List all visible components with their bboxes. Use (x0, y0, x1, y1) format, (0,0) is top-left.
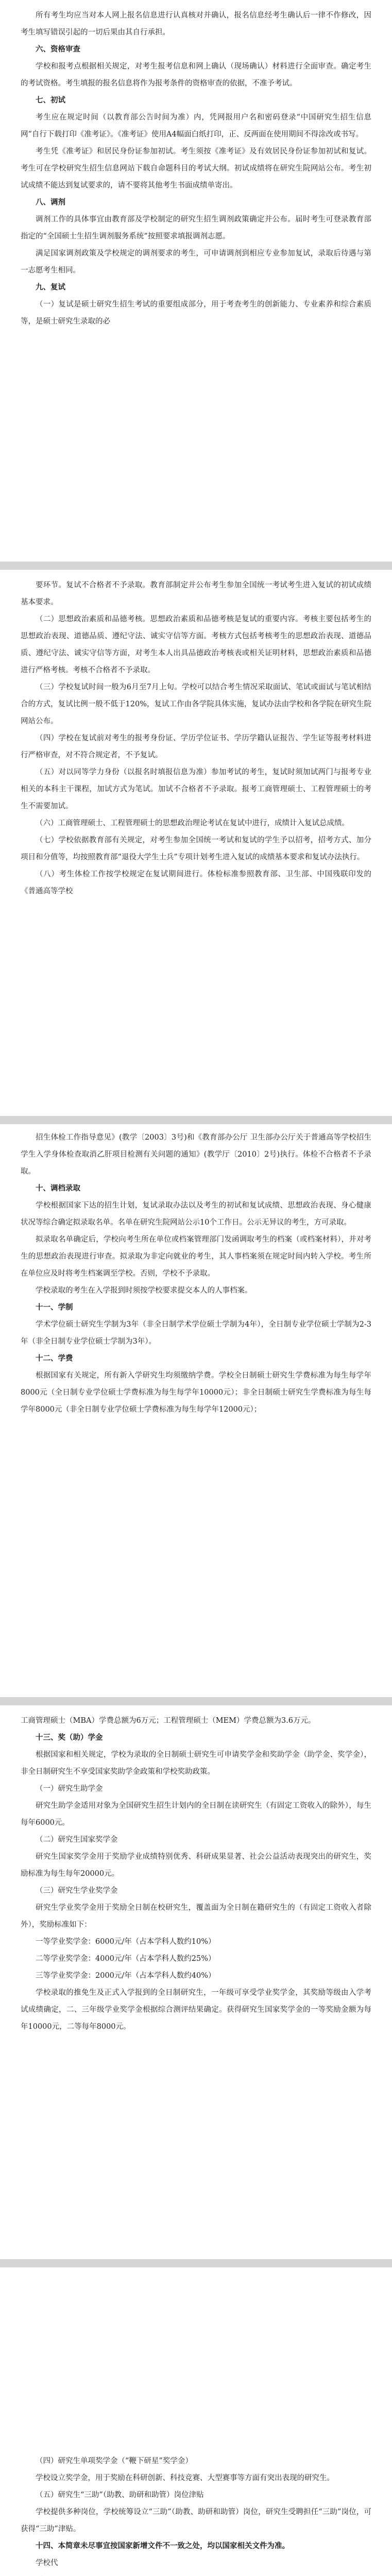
section-9-heading: 九、复试 (36, 283, 65, 292)
section-12-heading: 十二、学费 (36, 1354, 73, 1363)
paragraph: （五）对以同等学力身份（以报名时填报信息为准）参加考试的考生，复试时须加试两门与报考专业相关的本科主干课程，加试方式为笔试。加试不合格者不予录取。报考工商管理硕士、工程管理硕士的考生不需要加试。 (21, 768, 371, 810)
scholarship-extra (21, 2453, 371, 2538)
section-6-heading: 六、资格审查 (36, 45, 80, 54)
section-10-heading: 十、调档录取 (36, 1184, 80, 1193)
paragraph: （一）研究生助学金 (36, 1785, 103, 1793)
section-13-heading: 十三、奖（助）学金 (36, 1734, 103, 1742)
paragraph: （一）复试是硕士研究生招生考试的重要组成部分，用于考查考生的创新能力、专业素养和综合素质等，是硕士研究生录取的必 (21, 300, 371, 326)
section-9-body (21, 296, 371, 330)
section-6-body (21, 58, 371, 92)
paragraph: 学校设立奖学金，用于奖励在科研创新、科技竞赛、大型赛事等方面有突出表现的研究生。 (36, 2474, 334, 2482)
intro-paragraphs (21, 7, 371, 41)
paragraph: 考生应在规定时间（以教育部公告时间为准）内，凭网报用户名和密码登录“中国研究生招生信息网”自行下载打印《准考证》。《准考证》使用A4幅面白纸打印，正、反两面在使用期间不得涂改或书写。 (21, 113, 371, 139)
paragraph: （五）研究生“三助”（助教、助研和助管）岗位津贴 (36, 2491, 204, 2499)
paragraph: （七）学校依据教育部有关规定，对考生参加全国统一考试和复试的学生予以招考，招考方式、加分项目和分值等，均按照教育部“退役大学生士兵”专项计划考生进入复试的成绩基本要求和复试办法执行。 (21, 836, 371, 861)
health-check-paragraph (21, 1129, 371, 1180)
document-page-1 (0, 0, 392, 562)
paragraph: 所有考生均应当对本人网上报名信息进行认真核对并确认，报名信息经考生确认后一律不作修改，因考生填写错误引起的一切后果由其自行承担。 (21, 11, 371, 37)
section-14-heading: 十四、本简章未尽事宜按国家新增文件不一致之处，均以国家相关文件为准。 (36, 2542, 289, 2550)
document-page-4 (0, 1705, 392, 2259)
section-13-body (21, 1747, 371, 2036)
paragraph: 要环节。复试不合格者不予录取。教育部制定并公布考生参加全国统一考试考生进入复试的初试成绩基本要求。 (21, 581, 371, 606)
section-11-body (21, 1316, 371, 1350)
paragraph: 研究生学业奖学金用于奖励全日制在校研究生，覆盖面为全日制在籍研究生的（有固定工资收入者除外），奖励标准如下： (21, 1904, 371, 1929)
paragraph: （三）研究生学业奖学金 (36, 1887, 118, 1895)
paragraph: 考生凭《准考证》和居民身份证参加初试。考生须按《准考证》及有效居民身份证参加初试和复试。考生可在学校研究生招生信息网站下载自命题科目的考试大纲。初试成绩将在研究生院网站公布。考生初试成绩不能达到复试要求的，请不要将其他考生书面成绩单寄出。 (21, 147, 371, 190)
document-page-2 (0, 570, 392, 1116)
paragraph: 二等学业奖学金：4000元/年（占本学科人数约25%） (36, 1955, 216, 1963)
paragraph: 学校提供多种岗位，学校统筹设立“三助”（助教、助研和助管）岗位，研究生受聘担任“三助”岗位，可获得“三助”津贴。 (21, 2508, 371, 2533)
school-code-label: 学校代 (36, 2559, 58, 2567)
contact-school-code (21, 2555, 371, 2576)
paragraph: （八）考生体检工作按学校规定在复试期间进行。体检标准参照教育部、卫生部、中国残联印发的《普通高等学校 (21, 870, 371, 895)
section-11-heading: 十一、学制 (36, 1303, 73, 1312)
paragraph: 学术学位硕士研究生学制为3年（非全日制学术学位硕士学制为4年），全日制专业学位硕士学制为2-3年（非全日制专业学位硕士学制为3年）。 (21, 1320, 371, 1346)
paragraph: 学校根据国家下达的招生计划，复试录取办法以及考生的初试和复试成绩、思想政治表现、身心健康状况等综合确定拟录取名单。名单在研究生院网站公示10个工作日。公示无异议的考生，方可录取。 (21, 1201, 371, 1227)
section-7-heading: 七、初试 (36, 96, 65, 105)
paragraph: （三）学校复试时间一般为6月至7月上旬。学校可以结合考生情况采取面试、笔试或面试与笔试相结合的方式，复试比例一般不低于120%，复试工作由各学院具体实施，复试办法由学校和各学院在研究生院网站公布。 (21, 683, 371, 725)
paragraph: 调剂工作的具体事宜由教育部及学校制定的研究生招生调剂政策确定并公布。届时考生可登录教育部指定的“全国硕士生招生调剂服务系统”按照要求填报调剂志愿。 (21, 215, 371, 241)
paragraph: 学校录取的考生在入学报到时须按学校要求提交本人的人事档案。 (36, 1286, 252, 1295)
paragraph: 根据国家有关规定，所有新入学研究生均须缴纳学费。学校全日制硕士研究生学费标准为每生每学年8000元（全日制专业学位硕士学费标准为每生每学年10000元）；非全日制硕士研究生学费标准为每生每学年8000元（非全日制专业学位硕士学费标准为每生每学年12000元）； (21, 1371, 371, 1414)
paragraph: 拟录取名单确定后，学校向考生所在单位或档案管理部门发函调取考生的档案（或档案材料），并对考生的思想政治表现进行审查。拟录取为非定向就业的考生，其人事档案须在规定时间内转入学校。考生所在单位应及时将考生档案调至学校。否则，学校不予录取。 (21, 1235, 371, 1278)
paragraph: （四）研究生单项奖学金（“鞭下研星”奖学金） (36, 2457, 193, 2465)
paragraph: 研究生助学金适用对象为全国研究生招生计划内的全日制在读研究生（有固定工资收入的除外），每生每年6000元。 (21, 1802, 371, 1827)
section-7-body (21, 109, 371, 194)
paragraph: 招生体检工作指导意见》(教学〔2003〕3号)和《教育部办公厅 卫生部办公厅关于普通高等学校招生学生入学身体检查取消乙肝项目检测有关问题的通知》(教学厅〔2010〕2号)执行。体检不合格者不予录取。 (21, 1133, 371, 1176)
paragraph: 研究生国家奖学金用于奖励学业成绩特别优秀、科研成果显著、社会公益活动表现突出的研究生，奖励标准为每生每年20000元。 (21, 1853, 371, 1878)
paragraph: 学校和报考点根据相关规定，对考生报考信息和网上确认（现场确认）材料进行全面审查。确定考生的考试资格。考生填报的报名信息将作为报考条件的资格审查的依据，不准予考试。 (21, 62, 371, 88)
paragraph: 一等学业奖学金：6000元/年（占本学科人数约10%） (36, 1938, 216, 1946)
paragraph: 满足国家调剂政策及学校规定的调剂要求的考生，可申请调剂到相应专业参加复试，录取后待遇与第一志愿考生相同。 (21, 249, 371, 275)
document-page-5 (0, 2267, 392, 2576)
paragraph: 工商管理硕士（MBA）学费总额为6万元；工程管理硕士（MEM）学费总额为3.6万元。 (21, 1717, 316, 1725)
document-page-3 (0, 1124, 392, 1697)
paragraph: （六）工商管理硕士、工程管理硕士的思想政治理论考试在复试中进行，成绩计入复试总成绩。 (36, 819, 349, 827)
section-8-body (21, 211, 371, 279)
paragraph: 根据国家和相关规定，学校为录取的全日制硕士研究生可申请奖学金和奖助学金（助学金、奖学金），非全日制研究生不享受国家奖助学金政策和学校奖助政策。 (21, 1751, 371, 1776)
paragraph: （二）思想政治素质和品德考核。思想政治素质和品德考核是复试的重要内容。考核主要包括考生的思想政治表现、道德品质、遵纪守法、诚实守信等方面。考核方式包括考核考生的思想政治表现、道德品质、遵纪守法、诚实守信等方面，对考生本人出具品德政治考核表或相关证明材料，思想政治素质和品德进行严格考核。考核不合格者不予录取。 (21, 615, 371, 674)
paragraph: 学校录取的推免生及正式入学报到的全日制研究生，一年级可享受学业奖学金，其奖励等级由入学考试成绩确定，二、三年级学业奖学金根据综合测评结果确定。获得研究生国家奖学金的一等奖励金额为每年10000元，二等每年8000元。 (21, 1989, 371, 2031)
contact-block (21, 2555, 371, 2576)
section-8-heading: 八、调剂 (36, 198, 65, 207)
paragraph: （四）学校在复试前对考生的报考身份证、学历学位证书、学历学籍认证报告、学生证等报考材料进行严格审查，对不符合规定者，不予复试。 (21, 734, 371, 759)
paragraph: 三等学业奖学金：2000元/年（占本学科人数约40%） (36, 1972, 216, 1980)
paragraph: （二）研究生国家奖学金 (36, 1836, 118, 1844)
retest-details (21, 577, 371, 900)
section-12-body (21, 1367, 371, 1418)
section-10-body (21, 1197, 371, 1299)
tuition-continued (21, 1713, 371, 1730)
